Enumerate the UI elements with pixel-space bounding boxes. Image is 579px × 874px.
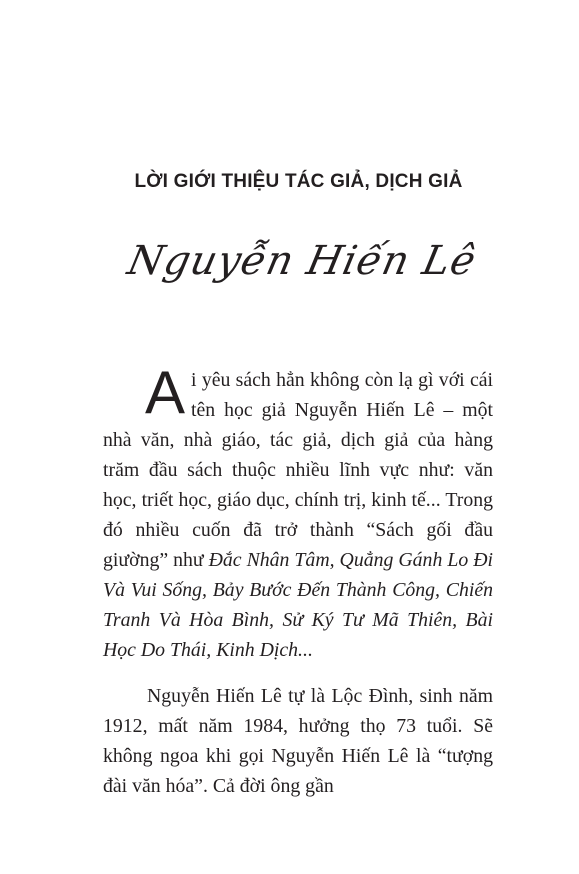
paragraph-intro <box>103 359 493 665</box>
chapter-heading: LỜI GIỚI THIỆU TÁC GIẢ, DỊCH GIẢ <box>134 171 463 192</box>
paragraph-biography: Nguyễn Hiến Lê tự là Lộc Đình, sinh năm 1912, mất năm 1984, hưởng thọ 73 tuổi. Sẽ không ngoa khi gọi Nguyễn Hiến Lê là “tượng đài văn hóa”. Cả đời ông gần <box>103 685 493 797</box>
drop-cap: A <box>145 359 186 426</box>
author-signature: Nguyễn Hiến Lê <box>123 238 481 284</box>
paragraph-intro-text: i yêu sách hẳn không còn lạ gì với cái tên học giả Nguyễn Hiến Lê – một nhà văn, nhà giáo, tác giả, dịch giả của hàng trăm đầu sách thuộc nhiều lĩnh vực như: văn học, triết học, giáo dục, chính trị, kinh tế... Trong đó nhiều cuốn đã trở thành “Sách gối đầu giường” như <box>103 369 493 571</box>
book-titles: Đắc Nhân Tâm, Quẳng Gánh Lo Đi Và Vui Sống, Bảy Bước Đến Thành Công, Chiến Tranh Và Hòa Bình, Sử Ký Tư Mã Thiên, Bài Học Do Thái, Kinh Dịch... <box>103 549 493 661</box>
body-text <box>103 359 493 801</box>
